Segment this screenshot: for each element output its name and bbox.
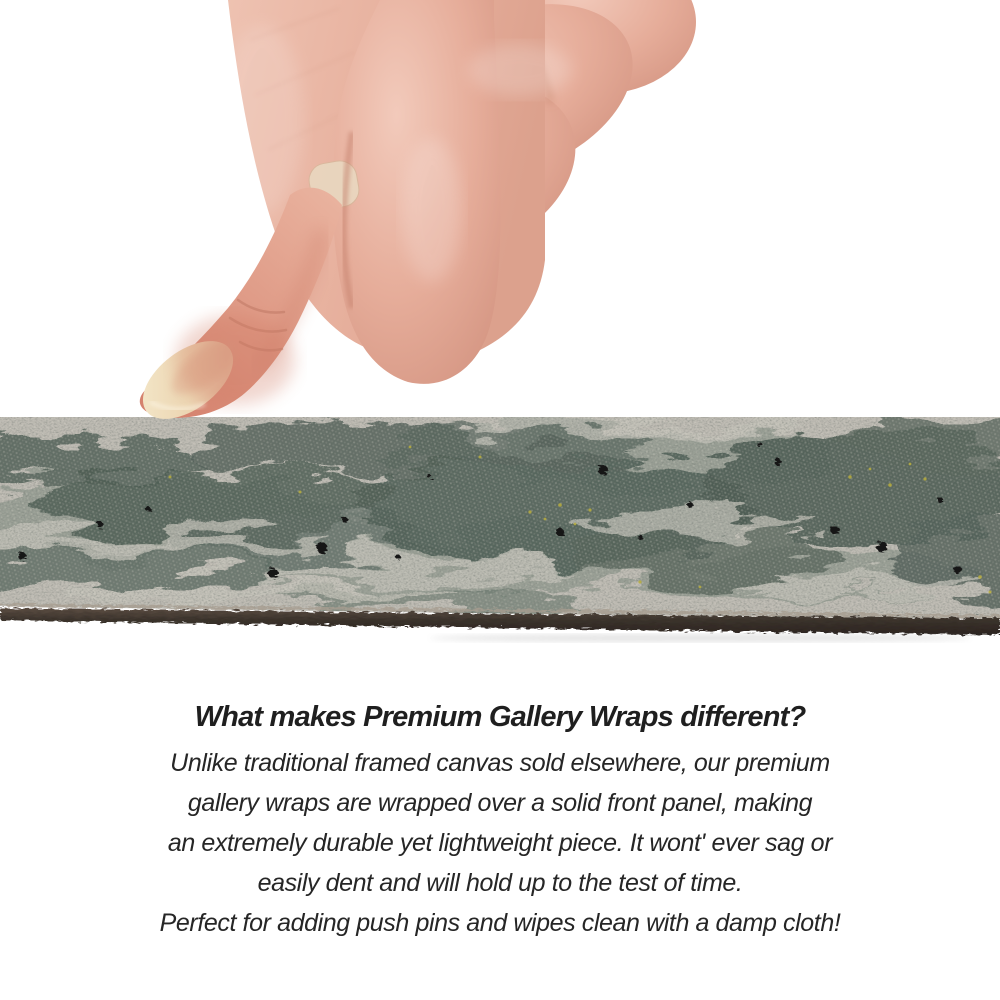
headline: What makes Premium Gallery Wraps different?	[194, 701, 806, 733]
copy-line-4: easily dent and will hold up to the test of time.	[257, 869, 743, 897]
marketing-copy	[0, 701, 1000, 943]
copy-line-1: Unlike traditional framed canvas sold elsewhere, our premium	[170, 749, 830, 777]
copy-line-2: gallery wraps are wrapped over a solid front panel, making	[187, 789, 813, 817]
copy-line-3: an extremely durable yet lightweight piece. It wont' ever sag or	[167, 829, 833, 857]
copy-line-5: Perfect for adding push pins and wipes clean with a damp cloth!	[159, 909, 841, 937]
hand-fist	[129, 0, 696, 434]
